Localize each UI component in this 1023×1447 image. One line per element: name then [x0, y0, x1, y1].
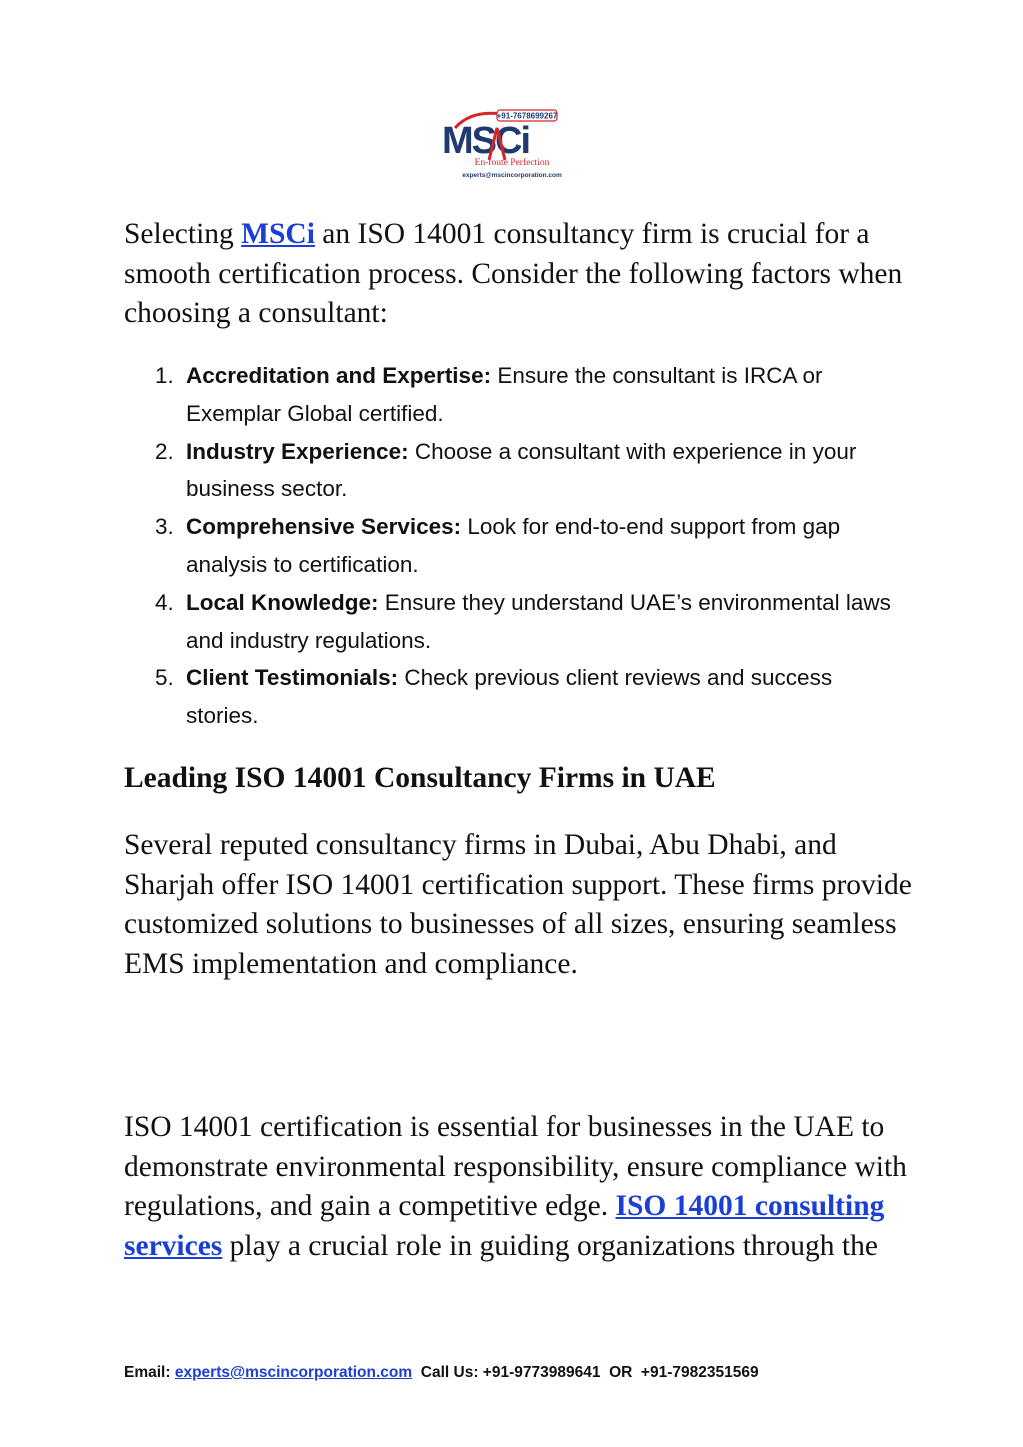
list-item-term: Comprehensive Services:	[186, 514, 462, 540]
footer-contact	[124, 1364, 904, 1382]
firms-paragraph: Several reputed consultancy firms in Dubai, Abu Dhabi, and Sharjah offer ISO 14001 certification support. These firms provide customized solutions to businesses of all sizes, ensuring seamless EMS implementation and compliance.	[124, 829, 912, 980]
footer-email-link[interactable]: experts@mscincorporation.com	[174, 1364, 413, 1381]
list-item	[155, 584, 895, 660]
list-item-description: Ensure they understand UAE’s environmental laws and industry regulations.	[186, 589, 891, 653]
footer-call-text: Call Us: +91-9773989641 OR +91-7982351569	[412, 1364, 759, 1381]
list-item-number: 1.	[155, 363, 174, 388]
list-item-term: Client Testimonials:	[186, 665, 399, 691]
conclusion-text-after: play a crucial role in guiding organizations through the	[222, 1229, 878, 1262]
msci-link[interactable]: MSCi	[241, 218, 315, 250]
list-item-description: Choose a consultant with experience in your business sector.	[186, 438, 857, 502]
list-item-number: 3.	[155, 514, 174, 540]
list-item-term: Industry Experience:	[186, 438, 409, 464]
intro-text-after: an ISO 14001 consultancy firm is crucial for a smooth certification process. Consider the following factors when choosing a consultant:	[124, 218, 903, 329]
list-item	[155, 433, 895, 509]
list-item-description: Look for end-to-end support from gap analysis to certification.	[186, 514, 841, 577]
list-item	[155, 508, 895, 584]
intro-paragraph	[124, 215, 914, 334]
footer-email-label: Email:	[124, 1364, 175, 1381]
list-item	[155, 659, 895, 735]
conclusion-text-before: ISO 14001 certification is essential for businesses in the UAE to demonstrate environmental responsibility, ensure compliance with regulations, and gain a competitive edge.	[124, 1111, 907, 1222]
list-item-term: Accreditation and Expertise:	[186, 363, 492, 388]
logo-phone-text: +91-7678699267	[496, 111, 558, 121]
section-heading: Leading ISO 14001 Consultancy Firms in UAE	[124, 762, 716, 794]
list-item	[155, 357, 895, 433]
list-item-number: 5.	[155, 665, 174, 691]
list-item-term: Local Knowledge:	[186, 589, 379, 615]
msci-logo-graphic	[441, 108, 583, 182]
list-item-number: 4.	[155, 589, 174, 615]
list-item-description: Check previous client reviews and success stories.	[186, 665, 833, 729]
logo-email: experts@mscincorporation.com	[462, 172, 562, 179]
conclusion-paragraph	[124, 1108, 914, 1266]
iso-consulting-link[interactable]: ISO 14001 consulting services	[124, 1190, 885, 1262]
intro-text-before: Selecting	[124, 218, 242, 250]
msci-logo	[441, 108, 583, 182]
logo-wordmark: MSCi	[442, 120, 529, 162]
logo-tagline: En-route Perfection	[474, 158, 550, 168]
list-item-description: Ensure the consultant is IRCA or Exemplar Global certified.	[186, 363, 823, 426]
factors-list	[155, 357, 895, 735]
list-item-number: 2.	[155, 438, 174, 464]
